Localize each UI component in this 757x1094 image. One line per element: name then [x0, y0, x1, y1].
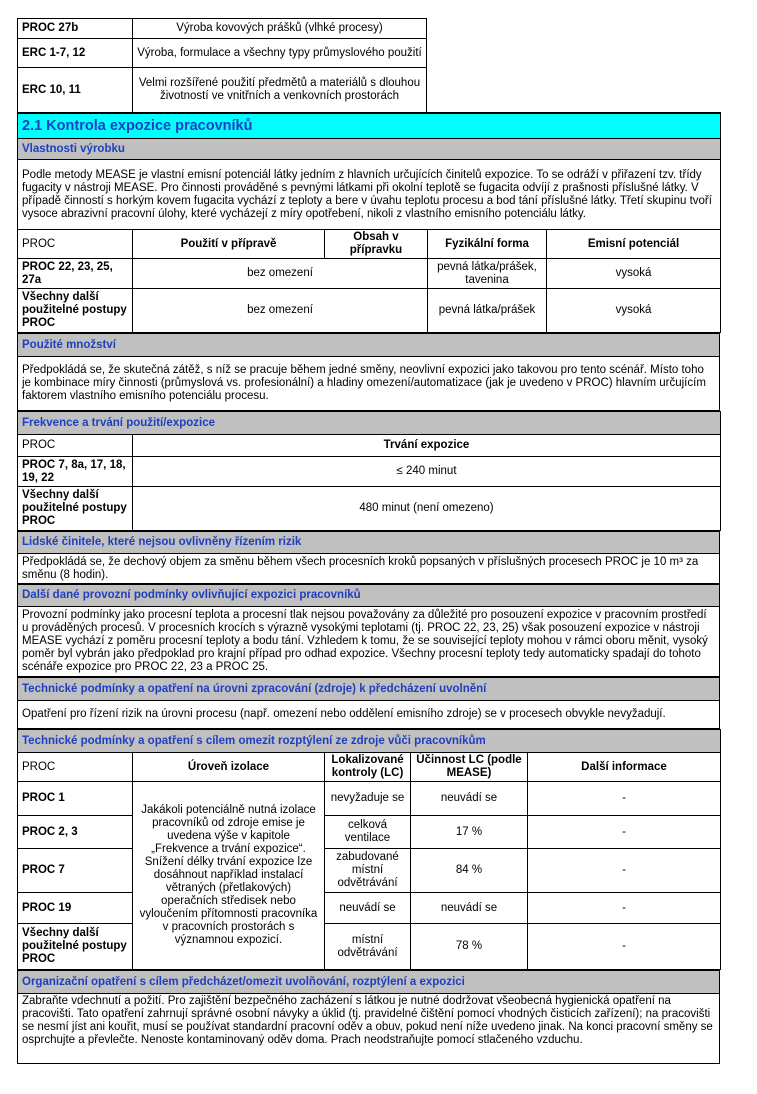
table-row — [18, 893, 721, 924]
row-form: pevná látka/prášek, tavenina — [428, 259, 547, 289]
other-text: Provozní podmínky jako procesní teplota a procesní tlak nejsou považovány za důležité pro posouzení expozice v pracovním prostředí u prováděných procesů. V procesních krocích s výrazně vysokými teplotami (tj. PROC 22, 23, 25) však posouzení expozice v nástroji MEASE vychází z poměru procesní teploty a bodu tání. Vzhledem k tomu, že se související teploty mohou v rámci oboru měnit, vysoký poměr byl vybrán jako předpoklad pro krajní případ pro odhad expozice. Všechny procesní teploty tedy automaticky spadají do tohoto scénáře expozice pro PROC 22, 23 a PROC 25. — [18, 607, 720, 677]
product-header: Vlastnosti výrobku — [18, 139, 721, 160]
source-table — [17, 677, 720, 729]
product-table — [17, 113, 721, 333]
table-row — [18, 487, 721, 531]
human-table — [17, 531, 720, 584]
col-use: Použití v přípravě — [133, 230, 325, 259]
row-eff: 17 % — [411, 816, 528, 849]
dispersion-table — [17, 729, 721, 970]
top-table — [17, 18, 721, 113]
row-info: - — [528, 924, 721, 970]
row-duration: 480 minut (není omezeno) — [133, 487, 721, 531]
table-row — [18, 39, 721, 68]
col-lc: Lokalizované kontroly (LC) — [325, 753, 411, 782]
row-proc: PROC 7 — [18, 849, 133, 893]
row-potential: vysoká — [547, 289, 721, 333]
row-proc: Všechny další použitelné postupy PROC — [18, 924, 133, 970]
amounts-table — [17, 333, 720, 411]
col-potential: Emisní potenciál — [547, 230, 721, 259]
product-text: Podle metody MEASE je vlastní emisní potenciál látky jedním z hlavních určujících činitelů expozice. To se odráží v přiřazení tzv. třídy fugacity v nástroji MEASE. Pro činnosti prováděné s pevnými látkami při okolní teplotě se fugacita odvíjí z prašnosti příslušné látky. V případě činností s horkým kovem fugacita vychází z teploty a bere v úvahu teplotu procesu a bod tání příslušné látky. Třetí skupinu tvoří vysoce abrazivní pracovní úlohy, které vycházejí z míry opotřebení, nikoli z vlastního emisního potenciálu látky. — [18, 160, 721, 230]
human-text: Předpokládá se, že dechový objem za směnu během všech procesních kroků popsaných v příslušných procesech PROC je 10 m³ za směnu (8 hodin). — [18, 554, 720, 584]
row-use: bez omezení — [133, 289, 428, 333]
row-lc: zabudované místní odvětrávání — [325, 849, 411, 893]
row-code: ERC 1-7, 12 — [18, 39, 133, 68]
row-lc: neuvádí se — [325, 893, 411, 924]
row-proc: Všechny další použitelné postupy PROC — [18, 487, 133, 531]
row-desc: Výroba, formulace a všechny typy průmyslového použití — [133, 39, 427, 68]
row-duration: ≤ 240 minut — [133, 457, 721, 487]
col-proc: PROC — [18, 230, 133, 259]
other-table — [17, 584, 720, 677]
col-efficiency: Účinnost LC (podle MEASE) — [411, 753, 528, 782]
amounts-header: Použité množství — [18, 334, 720, 357]
frequency-table — [17, 411, 721, 531]
row-eff: 78 % — [411, 924, 528, 970]
row-use: bez omezení — [133, 259, 428, 289]
table-row — [18, 924, 721, 970]
row-eff: 84 % — [411, 849, 528, 893]
frequency-header: Frekvence a trvání použití/expozice — [18, 412, 721, 435]
amounts-text: Předpokládá se, že skutečná zátěž, s níž se pracuje během jedné směny, neovlivní expozici jako takovou pro tento scénář. Místo toho je kombinace míry činnosti (průmyslová vs. profesionální) a hladiny omezení/automatizace (jak je uvedeno v PROC) hlavním určujícím faktorem vlastního emisního potenciálu procesu. — [18, 357, 720, 411]
col-isolation: Úroveň izolace — [133, 753, 325, 782]
document-page — [17, 18, 720, 1064]
row-code: PROC 27b — [18, 19, 133, 39]
row-lc: místní odvětrávání — [325, 924, 411, 970]
table-row — [18, 782, 721, 816]
isolation-text: Jakákoli potenciálně nutná izolace pracovníků od zdroje emise je uvedena výše v kapitole „Frekvence a trvání expozice“. Snížení délky trvání expozice lze dosáhnout například instalací větraných (přetlakových) operačních středisek nebo vyloučením přítomnosti pracovníka v pracovních prostorách s významnou expozicí. — [133, 782, 325, 970]
row-info: - — [528, 893, 721, 924]
source-text: Opatření pro řízení rizik na úrovni procesu (např. omezení nebo oddělení emisního zdroje) se v procesech obvykle nevyžadují. — [18, 701, 720, 729]
row-desc: Výroba kovových prášků (vlhké procesy) — [133, 19, 427, 39]
col-proc: PROC — [18, 753, 133, 782]
source-header: Technické podmínky a opatření na úrovni zpracování (zdroje) k předcházení uvolnění — [18, 678, 720, 701]
table-row — [18, 19, 721, 39]
section-title: 2.1 Kontrola expozice pracovníků — [18, 114, 721, 139]
col-duration: Trvání expozice — [133, 435, 721, 457]
row-proc: PROC 1 — [18, 782, 133, 816]
row-eff: neuvádí se — [411, 893, 528, 924]
table-row — [18, 457, 721, 487]
organisational-text: Zabraňte vdechnutí a požití. Pro zajištění bezpečného zacházení s látkou je nutné dodržovat všeobecná hygienická opatření na pracovišti. Tato opatření zahrnují správné osobní návyky a úklid (tj. pravidelné čištění pomocí vhodných čisticích zařízení); na pracovišti se nesmí jíst ani kouřit, musí se používat standardní pracovní oděv a obuv, pokud není níže uvedeno jinak. Na konci pracovní směny se osprchujte a převlečte. Nenoste kontaminovaný oděv doma. Prach neodstraňujte pomocí stlačeného vzduchu. — [18, 994, 720, 1064]
row-proc: PROC 19 — [18, 893, 133, 924]
human-header: Lidské činitele, které nejsou ovlivněny řízením rizik — [18, 532, 720, 554]
row-form: pevná látka/prášek — [428, 289, 547, 333]
table-row — [18, 816, 721, 849]
row-proc: Všechny další použitelné postupy PROC — [18, 289, 133, 333]
col-proc: PROC — [18, 435, 133, 457]
table-row — [18, 259, 721, 289]
table-row — [18, 849, 721, 893]
table-row — [18, 68, 721, 113]
other-header: Další dané provozní podmínky ovlivňující expozici pracovníků — [18, 585, 720, 607]
col-content: Obsah v přípravku — [325, 230, 428, 259]
organisational-header: Organizační opatření s cílem předcházet/omezit uvolňování, rozptýlení a expozici — [18, 971, 720, 994]
row-proc: PROC 7, 8a, 17, 18, 19, 22 — [18, 457, 133, 487]
row-info: - — [528, 816, 721, 849]
row-info: - — [528, 782, 721, 816]
row-eff: neuvádí se — [411, 782, 528, 816]
row-desc: Velmi rozšířené použití předmětů a materiálů s dlouhou životností ve vnitřních a venkovních prostorách — [133, 68, 427, 113]
organisational-table — [17, 970, 720, 1064]
row-lc: nevyžaduje se — [325, 782, 411, 816]
row-proc: PROC 22, 23, 25, 27a — [18, 259, 133, 289]
col-form: Fyzikální forma — [428, 230, 547, 259]
dispersion-header: Technické podmínky a opatření s cílem omezit rozptýlení ze zdroje vůči pracovníkům — [18, 730, 721, 753]
row-info: - — [528, 849, 721, 893]
row-proc: PROC 2, 3 — [18, 816, 133, 849]
row-potential: vysoká — [547, 259, 721, 289]
row-code: ERC 10, 11 — [18, 68, 133, 113]
col-info: Další informace — [528, 753, 721, 782]
table-row — [18, 289, 721, 333]
row-lc: celková ventilace — [325, 816, 411, 849]
